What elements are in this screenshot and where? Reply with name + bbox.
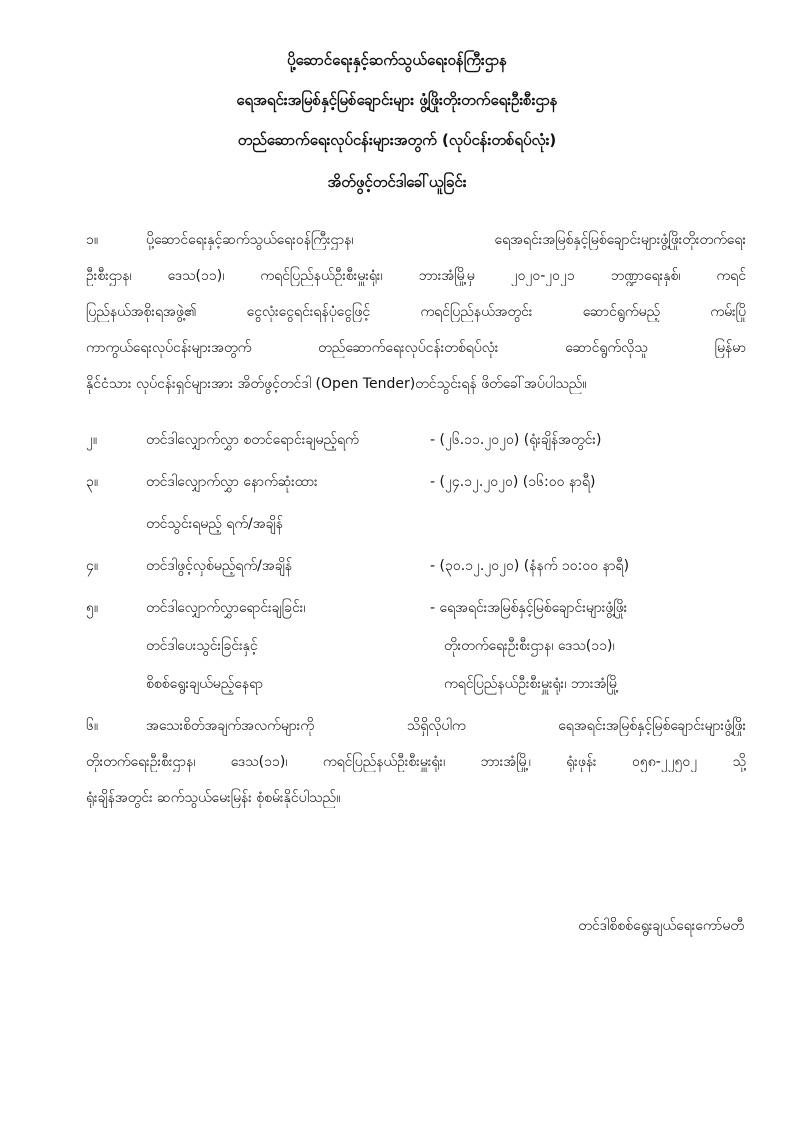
paragraph-line: ပို့ဆောင်ရေးနှင့်ဆက်သွယ်ရေးဝန်ကြီးဌာန၊ ရေအရင်းအမြစ်နှင့်မြစ်ချောင်းများဖွံ့ဖြိုးတိုးတက်ရေး	[146, 232, 746, 248]
committee-signature: တင်ဒါစိစစ်ရွေးချယ်ရေးကော်မတီ	[578, 918, 744, 934]
item-label: တင်သွင်းရမည့် ရက်/အချိန်	[146, 516, 283, 532]
item-value: - (၂၆.၁၁.၂၀၂၀) (ရုံးချိန်အတွင်း)	[430, 432, 602, 448]
paragraph-number: ၆။	[86, 718, 99, 734]
item-label: တင်ဒါပေးသွင်းခြင်းနှင့်	[146, 638, 258, 654]
paragraph-number: ၁။	[86, 232, 99, 248]
paragraph-line: တိုးတက်ရေးဦးစီးဌာန၊ ဒေသ(၁၁)၊ ကရင်ပြည်နယ်ဦးစီးမှူးရုံး၊ ဘားအံမြို့၊ ရုံးဖုန်း ၀၅၈-၂၂၅၀၂ သို့	[86, 754, 746, 770]
paragraph-line: ရုံးချိန်အတွင်း ဆက်သွယ်မေးမြန်း စုံစမ်းနိုင်ပါသည်။	[86, 790, 341, 806]
item-number: ၄။	[86, 558, 99, 574]
tender-subject-title: တည်ဆောက်ရေးလုပ်ငန်းများအတွက် (လုပ်ငန်းတစ်ရပ်လုံး)	[237, 131, 557, 149]
paragraph-line: နိုင်ငံသား လုပ်ငန်းရှင်များအား အိတ်ဖွင့်တင်ဒါ (Open Tender)တင်သွင်းရန် ဖိတ်ခေါ်အပ်ပါသည်။	[86, 376, 587, 392]
paragraph-line: ပြည်နယ်အစိုးရအဖွဲ့၏ ငွေလုံးငွေရင်းရန်ပုံငွေဖြင့် ကရင်ပြည်နယ်အတွင်း ဆောင်ရွက်မည့် ကမ်းပြို	[86, 304, 746, 320]
item-value: တိုးတက်ရေးဦးစီးဌာန၊ ဒေသ(၁၁)၊	[444, 638, 615, 654]
item-label: တင်ဒါဖွင့်လှစ်မည့်ရက်/အချိန်	[146, 558, 293, 574]
ministry-title: ပို့ဆောင်ရေးနှင့်ဆက်သွယ်ရေးဝန်ကြီးဌာန	[287, 51, 507, 69]
item-value: - (၂၄.၁၂.၂၀၂၀) (၁၆:၀၀ နာရီ)	[430, 474, 596, 490]
item-label: တင်ဒါလျှောက်လွှာ စတင်ရောင်းချမည့်ရက်	[146, 432, 359, 448]
item-label: တင်ဒါလျှောက်လွှာရောင်းချခြင်း၊	[146, 600, 306, 616]
item-value: - (၃၀.၁၂.၂၀၂၀) (နံနက် ၁၀:၀၀ နာရီ)	[430, 558, 630, 574]
item-number: ၃။	[86, 474, 99, 490]
notice-title: အိတ်ဖွင့်တင်ဒါခေါ်ယူခြင်း	[327, 173, 467, 191]
department-title: ရေအရင်းအမြစ်နှင့်မြစ်ချောင်းများ ဖွံ့ဖြိုးတိုးတက်ရေးဦးစီးဌာန	[236, 91, 558, 109]
item-label: တင်ဒါလျှောက်လွှာ နောက်ဆုံးထား	[146, 474, 318, 490]
paragraph-line: ဦးစီးဌာန၊ ဒေသ(၁၁)၊ ကရင်ပြည်နယ်ဦးစီးမှူးရုံး၊ ဘားအံမြို့မှ ၂၀၂၀-၂၀၂၁ ဘဏ္ဍာရေးနှစ်၊ ကရင်	[86, 268, 746, 284]
item-number: ၂။	[86, 432, 98, 448]
paragraph-line: ကာကွယ်ရေးလုပ်ငန်းများအတွက် တည်ဆောက်ရေးလုပ်ငန်းတစ်ရပ်လုံး ဆောင်ရွက်လိုသူ မြန်မာ	[86, 340, 746, 356]
item-label: စိစစ်ရွေးချယ်မည့်နေရာ	[146, 676, 263, 692]
item-number: ၅။	[86, 600, 99, 616]
item-value: - ရေအရင်းအမြစ်နှင့်မြစ်ချောင်းများဖွံ့ဖြိုး	[430, 600, 628, 616]
item-value: ကရင်ပြည်နယ်ဦးစီးမှူးရုံး၊ ဘားအံမြို့	[444, 676, 619, 692]
paragraph-line: အသေးစိတ်အချက်အလက်များကို သိရှိလိုပါက ရေအရင်းအမြစ်နှင့်မြစ်ချောင်းများဖွံ့ဖြိုး	[146, 718, 746, 734]
